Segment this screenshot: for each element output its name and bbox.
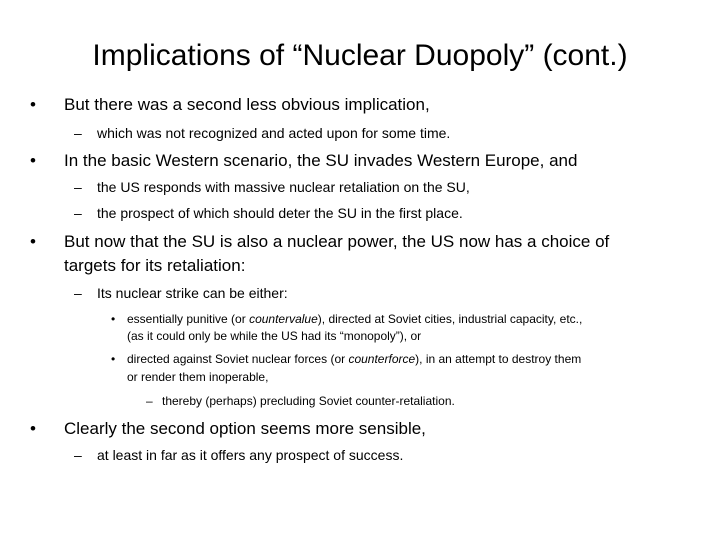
bullet-marker: • [111,352,116,366]
option-countervalue-post: ), directed at Soviet cities, industrial capacity, etc., [317,312,583,326]
bullet-4-sub-1: at least in far as it offers any prospect of success. [97,447,404,463]
dash-marker: – [74,125,82,141]
bullet-2-text: In the basic Western scenario, the SU invades Western Europe, and [64,151,578,170]
bullet-1-text: But there was a second less obvious implication, [64,95,430,114]
bullet-3-text-line-1: But now that the SU is also a nuclear power, the US now has a choice of [64,232,610,251]
option-counterforce [127,351,581,367]
bullet-3-text-line-2: targets for its retaliation: [64,256,246,275]
option-counterforce-post: ), in an attempt to destroy them [415,352,582,366]
option-countervalue [127,311,582,327]
dash-marker: – [74,285,82,301]
bullet-marker: • [30,151,36,170]
dash-marker: – [74,179,82,195]
option-countervalue-pre: essentially punitive (or [127,312,250,326]
option-counterforce-pre: directed against Soviet nuclear forces (or [127,352,349,366]
dash-marker: – [74,205,82,221]
option-counterforce-line-2: or render them inoperable, [127,370,269,384]
bullet-marker: • [30,232,36,251]
counterforce-term: counterforce [348,352,416,366]
bullet-marker: • [111,312,116,326]
option-counterforce-sub-1: thereby (perhaps) precluding Soviet counter-retaliation. [162,394,455,408]
bullet-marker: • [30,419,36,438]
bullet-1-sub-1: which was not recognized and acted upon for some time. [97,125,451,141]
dash-marker: – [146,394,153,408]
dash-marker: – [74,447,82,463]
option-countervalue-line-2: (as it could only be while the US had its “monopoly”), or [127,329,422,343]
bullet-2-sub-1: the US responds with massive nuclear retaliation on the SU, [97,179,470,195]
bullet-3-sub-1: Its nuclear strike can be either: [97,285,288,301]
bullet-4-text: Clearly the second option seems more sensible, [64,419,426,438]
countervalue-term: countervalue [249,312,318,326]
slide-title: Implications of “Nuclear Duopoly” (cont.) [92,39,628,72]
bullet-2-sub-2: the prospect of which should deter the SU in the first place. [97,205,463,221]
bullet-marker: • [30,95,36,114]
